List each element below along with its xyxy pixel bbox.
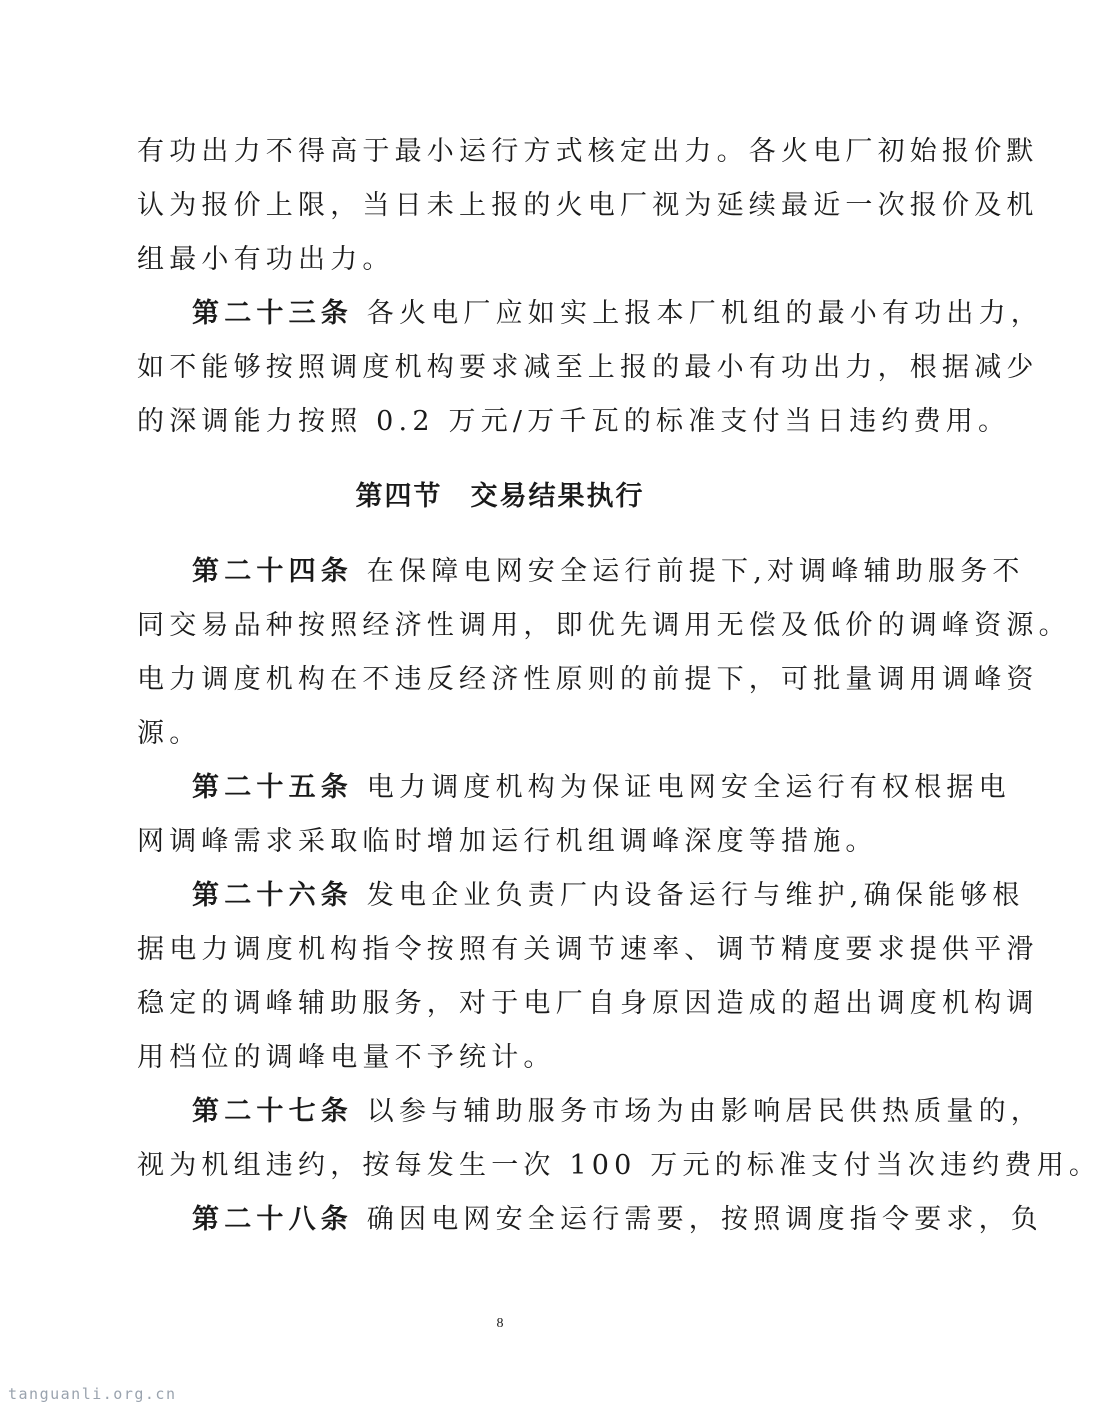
section-number: 第四节 [355,481,443,512]
paragraph-line: 据电力调度机构指令按照有关调节速率、调节精度要求提供平滑 [137,934,1039,965]
article-number: 第二十八条 [192,1204,353,1235]
paragraph-line: 同交易品种按照经济性调用，即优先调用无偿及低价的调峰资源。 [137,610,1071,641]
article-number: 第二十三条 [192,298,353,329]
page-number: 8 [496,1316,504,1331]
paragraph-line: 网调峰需求采取临时增加运行机组调峰深度等措施。 [137,826,878,857]
paragraph-line: 如不能够按照调度机构要求减至上报的最小有功出力，根据减少 [137,352,1039,383]
article-text: 各火电厂应如实上报本厂机组的最小有功出力， [366,298,1043,329]
paragraph-line: 稳定的调峰辅助服务，对于电厂自身原因造成的超出调度机构调 [137,988,1039,1019]
paragraph-line: 的深调能力按照 0.2 万元/万千瓦的标准支付当日违约费用。 [137,406,1011,437]
article-24-first-line [192,545,1025,599]
article-text: 以参与辅助服务市场为由影响居民供热质量的， [366,1096,1043,1127]
article-text: 发电企业负责厂内设备运行与维护,确保能够根 [366,880,1025,911]
article-number: 第二十四条 [192,556,353,587]
paragraph-line: 认为报价上限，当日未上报的火电厂视为延续最近一次报价及机 [137,190,1039,221]
article-number: 第二十六条 [192,880,353,911]
article-text: 确因电网安全运行需要，按照调度指令要求，负 [366,1204,1043,1235]
section-title: 交易结果执行 [470,481,645,512]
article-text: 在保障电网安全运行前提下,对调峰辅助服务不 [366,556,1025,587]
section-heading [0,470,1000,524]
article-26-first-line [192,869,1025,923]
paragraph-line: 用档位的调峰电量不予统计。 [137,1042,556,1073]
article-28-first-line [192,1193,1043,1247]
paragraph-line: 视为机组违约，按每发生一次 100 万元的标准支付当次违约费用。 [137,1150,1101,1181]
paragraph-line: 电力调度机构在不违反经济性原则的前提下，可批量调用调峰资 [137,664,1039,695]
paragraph-line: 源。 [137,718,202,749]
article-25-first-line [192,761,1011,815]
paragraph-line: 组最小有功出力。 [137,244,395,275]
paragraph-line: 有功出力不得高于最小运行方式核定出力。各火电厂初始报价默 [137,136,1039,167]
article-number: 第二十七条 [192,1096,353,1127]
article-23-first-line [192,287,1043,341]
watermark-text: tanguanli.org.cn [8,1385,177,1403]
article-number: 第二十五条 [192,772,353,803]
article-text: 电力调度机构为保证电网安全运行有权根据电 [366,772,1011,803]
article-27-first-line [192,1085,1043,1139]
